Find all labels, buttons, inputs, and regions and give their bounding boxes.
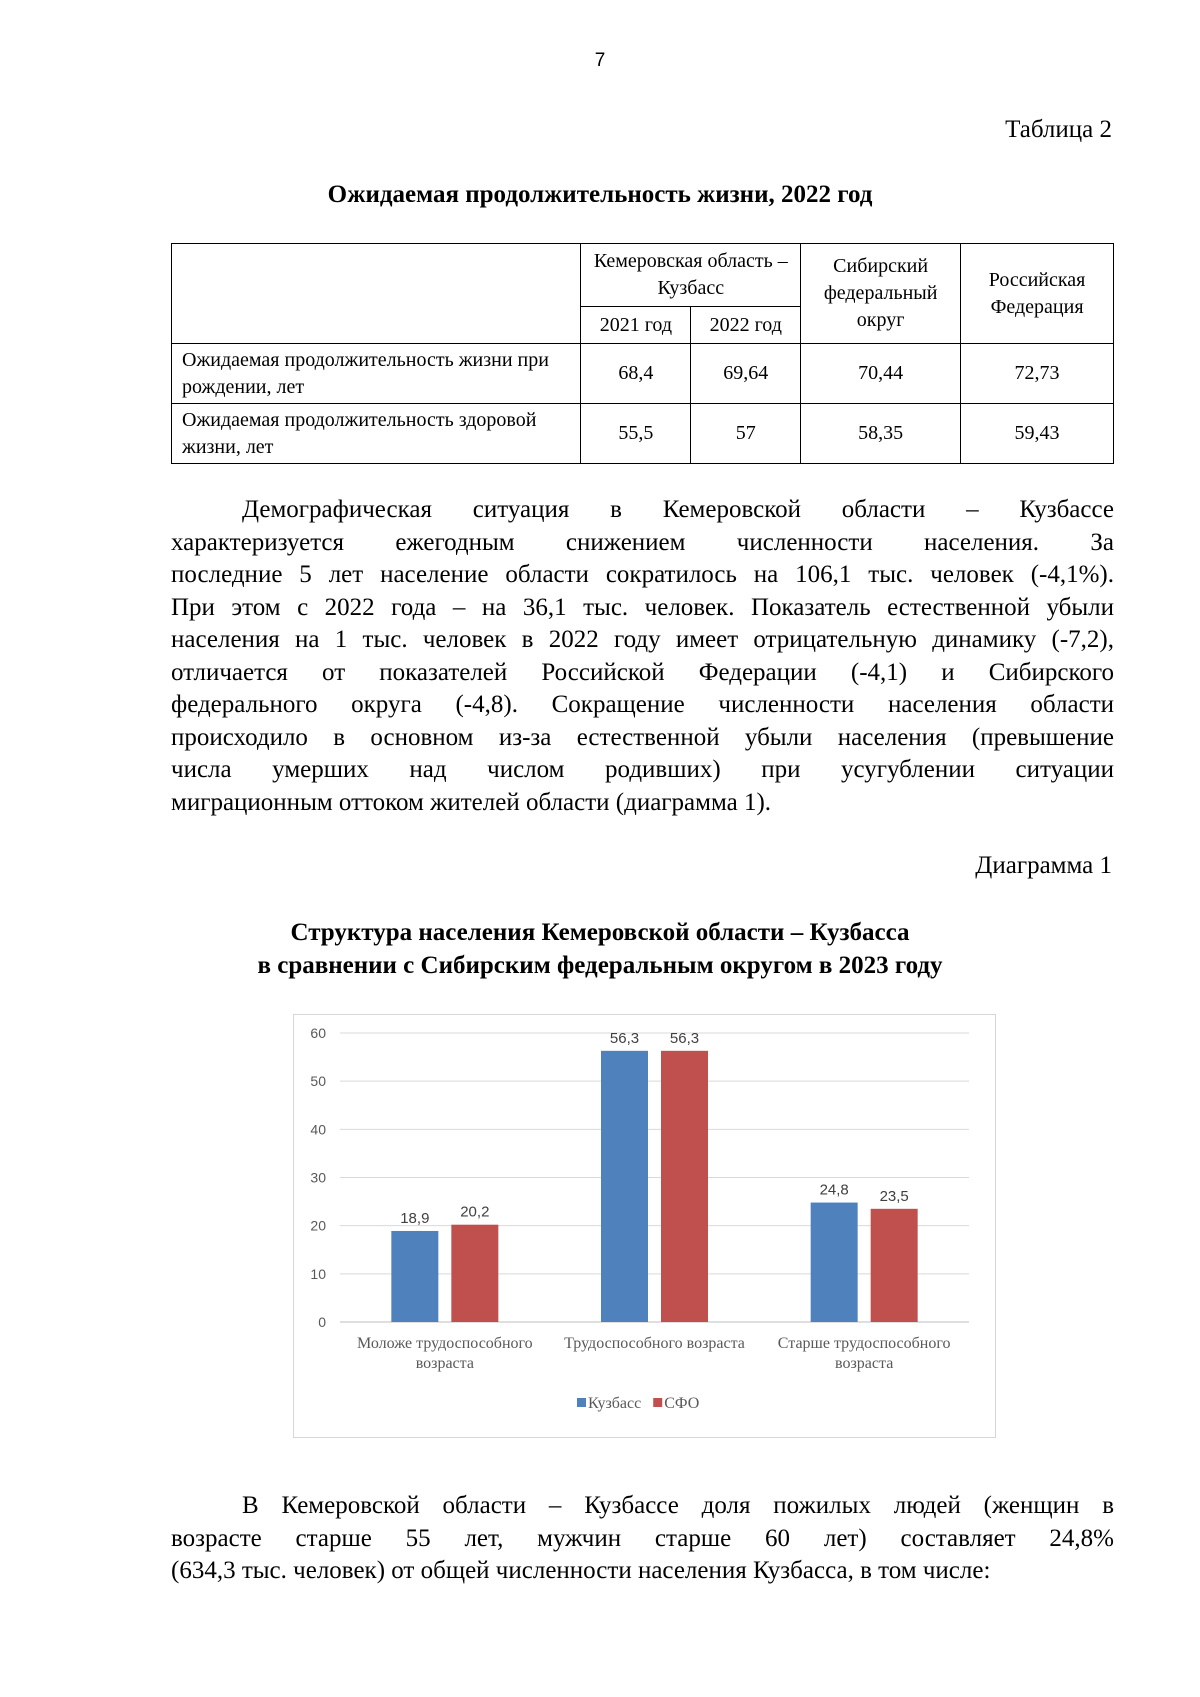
text-line: федерального округа (-4,8). Сокращение численности населения области xyxy=(171,691,1114,718)
text-line: последние 5 лет население области сократилось на 106,1 тыс. человек (-4,1%). xyxy=(171,561,1114,588)
paragraph-demography xyxy=(171,494,1114,819)
bar xyxy=(451,1225,498,1322)
row-label: Ожидаемая продолжительность жизни при рождении, лет xyxy=(172,344,581,404)
data-label: 18,9 xyxy=(400,1209,430,1227)
bar xyxy=(391,1231,438,1322)
cell-2021: 68,4 xyxy=(581,344,691,404)
data-label: 56,3 xyxy=(609,1029,640,1047)
data-label: 56,3 xyxy=(669,1029,700,1047)
cell-rf: 72,73 xyxy=(961,344,1114,404)
y-tick-label: 20 xyxy=(310,1217,326,1234)
cell-2021: 55,5 xyxy=(581,404,691,464)
bar xyxy=(661,1051,708,1322)
legend-label: СФО xyxy=(664,1395,700,1412)
header-rf: Российская Федерация xyxy=(961,244,1114,344)
text-line: миграционным оттоком жителей области (диаграмма 1). xyxy=(171,788,772,816)
table-header-empty xyxy=(172,244,581,344)
table-row xyxy=(172,344,1114,404)
chart-title xyxy=(0,916,1200,982)
header-year-2021: 2021 год xyxy=(581,307,691,344)
text-line: При этом с 2022 года – на 36,1 тыс. человек. Показатель естественной убыли xyxy=(171,593,1114,621)
text-line: населения на 1 тыс. человек в 2022 году имеет отрицательную динамику (-7,2), xyxy=(171,626,1114,653)
chart-title-line: в сравнении с Сибирским федеральным округом в 2023 году xyxy=(257,952,943,979)
legend-label: Кузбасс xyxy=(588,1395,642,1412)
x-tick-label: Трудоспособного возраста xyxy=(564,1335,745,1352)
text-line: возрасте старше 55 лет, мужчин старше 60 лет) составляет 24,8% xyxy=(171,1524,1114,1552)
paragraph-elderly xyxy=(171,1490,1114,1588)
y-tick-label: 60 xyxy=(310,1025,326,1041)
legend-swatch xyxy=(653,1398,662,1407)
x-tick-label: Старше трудоспособного xyxy=(777,1335,951,1352)
y-tick-label: 50 xyxy=(310,1073,326,1090)
y-tick-label: 10 xyxy=(310,1265,326,1282)
data-label: 23,5 xyxy=(879,1187,909,1205)
chart-title-line: Структура населения Кемеровской области – Кузбасса xyxy=(290,919,910,946)
x-tick-label: возраста xyxy=(835,1355,894,1372)
data-label: 24,8 xyxy=(819,1181,849,1199)
data-label: 20,2 xyxy=(460,1203,490,1221)
header-year-2022: 2022 год xyxy=(691,307,801,344)
population-chart xyxy=(293,1014,996,1438)
header-kuzbass: Кемеровская область – Кузбасс xyxy=(581,244,801,307)
y-tick-label: 0 xyxy=(318,1314,326,1330)
cell-rf: 59,43 xyxy=(961,404,1114,464)
text-line: происходило в основном из-за естественной убыли населения (превышение xyxy=(171,723,1114,751)
table-title: Ожидаемая продолжительность жизни, 2022 год xyxy=(327,181,873,208)
text-line: (634,3 тыс. человек) от общей численности населения Кузбасса, в том числе: xyxy=(171,1557,991,1584)
page-number: 7 xyxy=(594,50,606,71)
table-caption: Таблица 2 xyxy=(1005,116,1112,143)
y-tick-label: 40 xyxy=(310,1121,326,1138)
text-line: характеризуется ежегодным снижением численности населения. За xyxy=(171,528,1114,556)
cell-2022: 57 xyxy=(691,404,801,464)
chart-svg xyxy=(294,1015,995,1437)
cell-2022: 69,64 xyxy=(691,344,801,404)
text-line: В Кемеровской области – Кузбассе доля пожилых людей (женщин в xyxy=(242,1492,1114,1519)
cell-sfo: 70,44 xyxy=(801,344,961,404)
legend-swatch xyxy=(577,1398,586,1407)
x-tick-label: Моложе трудоспособного xyxy=(356,1335,533,1352)
diagram-caption: Диаграмма 1 xyxy=(975,852,1112,879)
bar xyxy=(871,1209,918,1322)
bar xyxy=(601,1051,648,1322)
text-line: Демографическая ситуация в Кемеровской области – Кузбассе xyxy=(242,496,1114,523)
text-line: числа умерших над числом родивших) при усугублении ситуации xyxy=(171,756,1114,783)
bar xyxy=(811,1203,858,1322)
row-label: Ожидаемая продолжительность здоровой жизни, лет xyxy=(172,404,581,464)
y-tick-label: 30 xyxy=(310,1169,326,1186)
life-expectancy-table xyxy=(171,243,1114,464)
x-tick-label: возраста xyxy=(415,1355,474,1372)
text-line: отличается от показателей Российской Федерации (-4,1) и Сибирского xyxy=(171,658,1114,686)
table-row xyxy=(172,404,1114,464)
header-sfo: Сибирский федеральный округ xyxy=(801,244,961,344)
cell-sfo: 58,35 xyxy=(801,404,961,464)
